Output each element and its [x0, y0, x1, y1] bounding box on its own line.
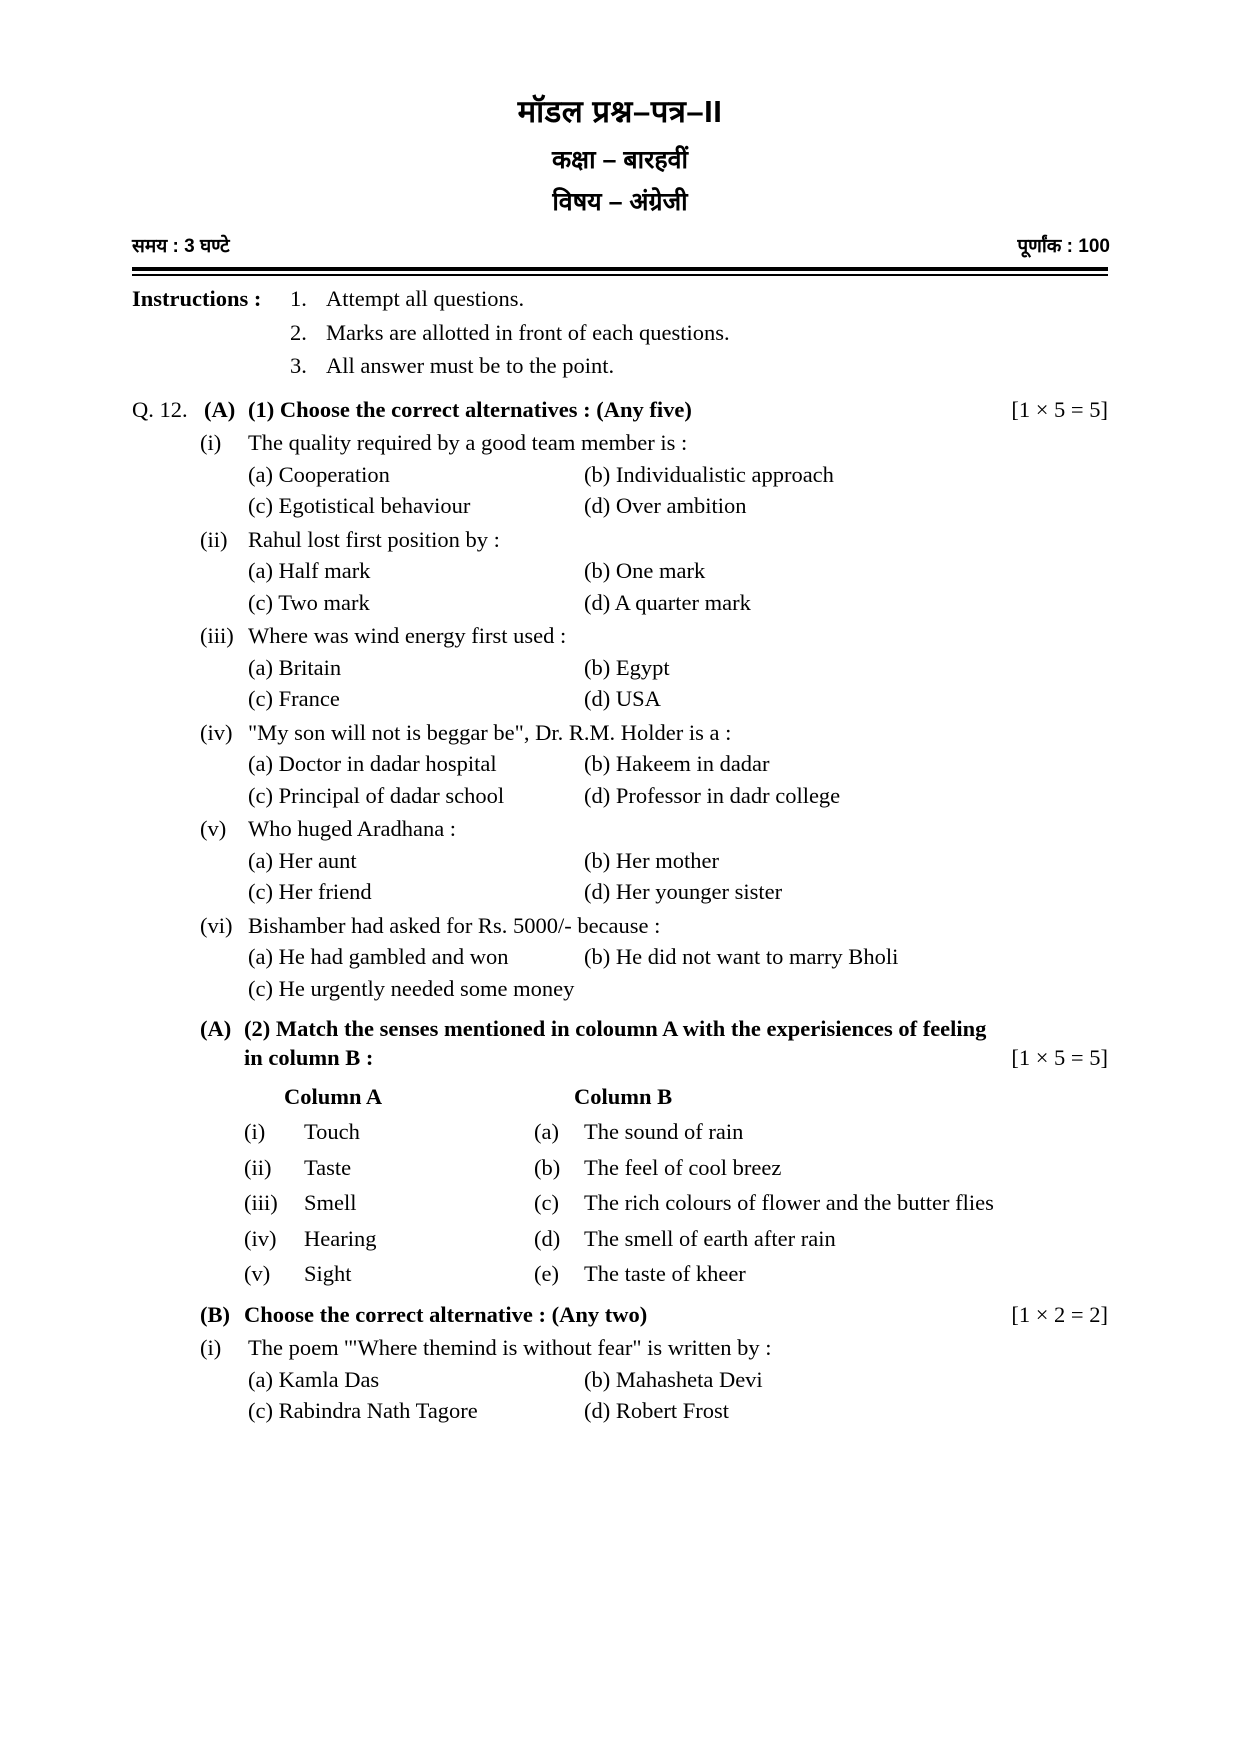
- option-b[interactable]: (b) One mark: [584, 558, 706, 584]
- column-a-text: Hearing: [304, 1225, 377, 1251]
- option-row: [248, 461, 1108, 487]
- option-a[interactable]: (a) Kamla Das: [248, 1366, 380, 1392]
- option-row: [248, 1400, 1108, 1423]
- part-b-options-i: [132, 1366, 1108, 1424]
- question-part-b-marks: [1 × 2 = 2]: [1011, 1301, 1108, 1327]
- option-row: [248, 946, 1108, 969]
- class-line: कक्षा – बारहवीं: [551, 146, 689, 175]
- question-a2-heading-line2-row: [132, 1047, 1108, 1070]
- option-a[interactable]: (a) Cooperation: [248, 461, 390, 487]
- column-b-cell[interactable]: [534, 1154, 1108, 1180]
- instructions-block: [132, 288, 1108, 389]
- option-row: [248, 654, 1108, 680]
- part-b-sub-question-i: [132, 1337, 1108, 1360]
- option-row: [248, 1366, 1108, 1392]
- column-b-cell[interactable]: [534, 1192, 1108, 1215]
- exam-meta-row: [132, 232, 1110, 258]
- options-v: [132, 847, 1108, 905]
- header-divider: [132, 267, 1108, 276]
- option-d[interactable]: (d) A quarter mark: [584, 589, 751, 615]
- sub-question-text: The quality required by a good team member is :: [248, 430, 688, 456]
- instruction-item: [290, 319, 1108, 345]
- options-ii: [132, 560, 1108, 614]
- option-b[interactable]: (b) He did not want to marry Bholi: [584, 944, 899, 970]
- column-b-label: (d): [534, 1225, 561, 1251]
- option-c[interactable]: (c) Her friend: [248, 879, 372, 905]
- option-c[interactable]: (c) Principal of dadar school: [248, 782, 505, 808]
- option-row: [248, 589, 1108, 615]
- question-a2-heading: (2) Match the senses mentioned in coloumn A with the experisiences of feeling: [244, 1016, 987, 1042]
- match-column-headers: [132, 1083, 1108, 1109]
- column-a-cell[interactable]: [244, 1263, 534, 1286]
- sub-question-text: The poem '"Where themind is without fear" is written by :: [248, 1335, 772, 1361]
- column-b-cell[interactable]: [534, 1121, 1108, 1144]
- option-row: [248, 847, 1108, 873]
- column-a-text: Smell: [304, 1190, 357, 1216]
- options-vi: [132, 946, 1108, 1000]
- option-row: [248, 688, 1108, 711]
- question-a2-marks: [1 × 5 = 5]: [1011, 1045, 1108, 1071]
- sub-question-vi: [132, 912, 1108, 938]
- option-row: [248, 753, 1108, 776]
- option-b[interactable]: (b) Hakeem in dadar: [584, 751, 770, 777]
- column-b-text: The smell of earth after rain: [584, 1225, 836, 1251]
- option-c[interactable]: (c) He urgently needed some money: [248, 975, 575, 1001]
- option-c[interactable]: (c) Two mark: [248, 589, 370, 615]
- instruction-text: Marks are allotted in front of each questions.: [326, 319, 730, 345]
- option-d[interactable]: (d) Robert Frost: [584, 1398, 729, 1424]
- option-row: [248, 881, 1108, 904]
- sub-question-ii: [132, 526, 1108, 552]
- column-a-cell[interactable]: [244, 1154, 534, 1180]
- sub-question-number: (i): [200, 430, 222, 456]
- column-b-label: (e): [534, 1261, 559, 1287]
- column-b-text: The rich colours of flower and the butter flies: [584, 1190, 994, 1216]
- match-row: [132, 1263, 1108, 1286]
- instruction-text: All answer must be to the point.: [326, 353, 615, 379]
- sub-question-text: Bishamber had asked for Rs. 5000/- because :: [248, 912, 661, 938]
- option-d[interactable]: (d) USA: [584, 686, 661, 712]
- option-row: [248, 495, 1108, 518]
- question-number: Q. 12.: [132, 396, 188, 422]
- question-12-heading: [132, 396, 1108, 422]
- column-b-cell[interactable]: [534, 1263, 1108, 1286]
- question-a1-heading: (1) Choose the correct alternatives : (Any five): [248, 396, 692, 422]
- column-a-cell[interactable]: [244, 1225, 534, 1251]
- option-c[interactable]: (c) Rabindra Nath Tagore: [248, 1398, 478, 1424]
- sub-question-v: [132, 818, 1108, 841]
- column-b-text: The feel of cool breez: [584, 1154, 782, 1180]
- column-b-text: The taste of kheer: [584, 1261, 746, 1287]
- column-a-number: (v): [244, 1261, 271, 1287]
- instructions-label: Instructions :: [132, 286, 262, 312]
- column-a-number: (iv): [244, 1225, 277, 1251]
- option-a[interactable]: (a) He had gambled and won: [248, 944, 509, 970]
- options-iv: [132, 753, 1108, 807]
- sub-question-iii: [132, 625, 1108, 648]
- page-header: [0, 0, 1240, 216]
- question-part-a2-label: (A): [200, 1016, 232, 1042]
- option-a[interactable]: (a) Britain: [248, 654, 342, 680]
- column-b-label: (b): [534, 1154, 561, 1180]
- match-row: [132, 1225, 1108, 1251]
- sub-question-number: (iv): [200, 719, 233, 745]
- instruction-number: 3.: [290, 353, 307, 379]
- column-b-label: (a): [534, 1119, 559, 1145]
- option-d[interactable]: (d) Professor in dadr college: [584, 782, 841, 808]
- option-c[interactable]: (c) France: [248, 686, 340, 712]
- question-part-b-heading-row: [132, 1301, 1108, 1327]
- option-row: [248, 560, 1108, 583]
- column-a-number: (iii): [244, 1190, 278, 1216]
- exam-content: [132, 288, 1108, 1423]
- sub-question-number: (v): [200, 816, 227, 842]
- question-part-b-label: (B): [200, 1301, 230, 1327]
- option-d[interactable]: (d) Her younger sister: [584, 879, 783, 905]
- option-a[interactable]: (a) Half mark: [248, 558, 371, 584]
- option-d[interactable]: (d) Over ambition: [584, 493, 747, 519]
- instruction-text: Attempt all questions.: [326, 286, 525, 312]
- sub-question-text: Where was wind energy first used :: [248, 623, 567, 649]
- option-b[interactable]: (b) Mahasheta Devi: [584, 1366, 763, 1392]
- column-b-header: Column B: [574, 1083, 673, 1109]
- sub-question-number: (ii): [200, 526, 228, 552]
- options-iii: [132, 654, 1108, 712]
- instruction-item: [290, 355, 1108, 378]
- sub-question-i: [132, 432, 1108, 455]
- options-i: [132, 461, 1108, 519]
- sub-question-number: (iii): [200, 623, 234, 649]
- option-b[interactable]: (b) Individualistic approach: [584, 461, 834, 487]
- question-a2-heading-row: [132, 1014, 1108, 1044]
- option-row: [248, 782, 1108, 808]
- maximum-marks: पूर्णांक : 100: [1017, 236, 1110, 258]
- sub-question-iv: [132, 719, 1108, 745]
- column-a-cell[interactable]: [244, 1121, 534, 1144]
- instruction-item: [290, 288, 1108, 311]
- column-a-text: Taste: [304, 1154, 352, 1180]
- column-a-number: (ii): [244, 1154, 272, 1180]
- column-a-text: Sight: [304, 1261, 352, 1287]
- option-row: [248, 975, 1108, 1001]
- question-a1-marks: [1 × 5 = 5]: [1011, 396, 1108, 422]
- question-a2-heading-line2: in column B :: [244, 1045, 374, 1071]
- match-row: [132, 1154, 1108, 1180]
- column-a-text: Touch: [304, 1119, 360, 1145]
- option-b[interactable]: (b) Her mother: [584, 847, 719, 873]
- match-row: [132, 1121, 1108, 1144]
- match-row: [132, 1192, 1108, 1215]
- sub-question-text: "My son will not is beggar be", Dr. R.M. Holder is a :: [248, 719, 732, 745]
- sub-question-number: (i): [200, 1335, 222, 1361]
- instruction-number: 1.: [290, 286, 307, 312]
- instruction-number: 2.: [290, 319, 307, 345]
- option-a[interactable]: (a) Her aunt: [248, 847, 357, 873]
- sub-question-text: Who huged Aradhana :: [248, 816, 457, 842]
- column-b-text: The sound of rain: [584, 1119, 744, 1145]
- subject-line: विषय – अंग्रेजी: [552, 187, 688, 216]
- column-a-cell[interactable]: [244, 1192, 534, 1215]
- option-b[interactable]: (b) Egypt: [584, 654, 670, 680]
- question-part-a-label: (A): [204, 396, 236, 422]
- instructions-list: [290, 288, 1108, 389]
- question-part-b-heading: Choose the correct alternative : (Any two): [244, 1301, 648, 1327]
- sub-question-text: Rahul lost first position by :: [248, 526, 500, 552]
- column-a-header: Column A: [284, 1083, 383, 1109]
- sub-question-number: (vi): [200, 912, 233, 938]
- column-b-cell[interactable]: [534, 1225, 1108, 1251]
- option-a[interactable]: (a) Doctor in dadar hospital: [248, 751, 497, 777]
- column-a-number: (i): [244, 1119, 266, 1145]
- column-b-label: (c): [534, 1190, 559, 1216]
- page-title: मॉडल प्रश्न–पत्र–II: [517, 94, 723, 129]
- option-c[interactable]: (c) Egotistical behaviour: [248, 493, 471, 519]
- time-allowed: समय : 3 घण्टे: [132, 236, 230, 258]
